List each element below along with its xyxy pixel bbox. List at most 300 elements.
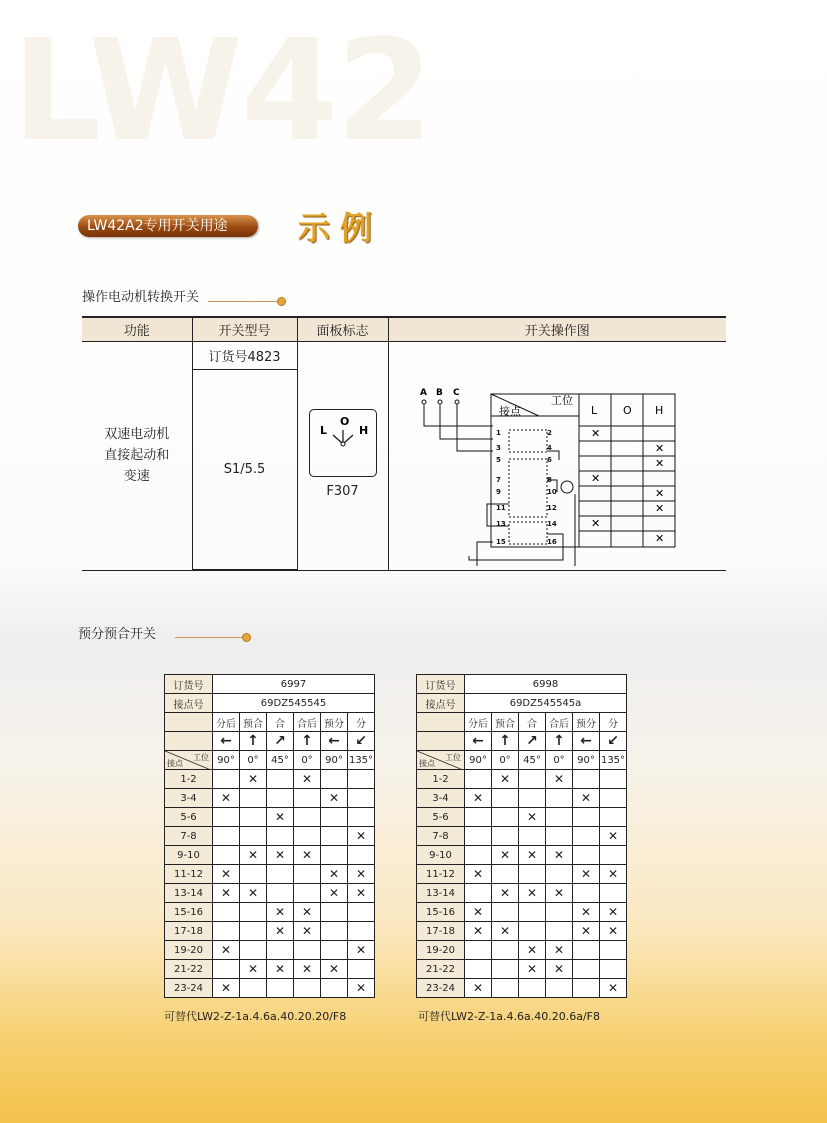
contact-8: 8 — [546, 475, 552, 484]
contact-pair: 9-10 — [417, 846, 465, 865]
mark-cell: ✕ — [465, 922, 492, 941]
mark-cell — [492, 903, 519, 922]
mark-cell — [573, 884, 600, 903]
contact-no-label: 接点号 — [165, 694, 213, 713]
mark-cell: ✕ — [267, 846, 294, 865]
mark-cell — [240, 808, 267, 827]
direction-arrow-icon: ↑ — [294, 732, 321, 751]
direction-arrow-icon: ← — [465, 732, 492, 751]
contact-pair: 19-20 — [165, 941, 213, 960]
direction-arrow-icon: ↑ — [546, 732, 573, 751]
mark-cell — [348, 960, 375, 979]
mark-cell — [213, 770, 240, 789]
mark-cell: ✕ — [519, 941, 546, 960]
mark-cell — [546, 808, 573, 827]
mark-cell — [573, 960, 600, 979]
mark-cell: ✕ — [240, 770, 267, 789]
mark-cell: ✕ — [213, 789, 240, 808]
mark-cell — [573, 979, 600, 998]
section1-rule — [208, 301, 280, 302]
mark-cell: ✕ — [492, 884, 519, 903]
mark-cell — [267, 941, 294, 960]
position-label-corner: 工位 — [193, 753, 209, 762]
contact-pair: 7-8 — [417, 827, 465, 846]
contact-no-value: 69DZ545545 — [213, 694, 375, 713]
watermark: LW42 — [12, 10, 432, 173]
mark-cell — [465, 960, 492, 979]
mark-cell: ✕ — [492, 846, 519, 865]
mark-cell — [492, 960, 519, 979]
direction-arrow-icon: ↙ — [600, 732, 627, 751]
mark-cell — [600, 941, 627, 960]
contact-pair: 23-24 — [165, 979, 213, 998]
contact-pair: 7-8 — [165, 827, 213, 846]
mark-cell — [600, 846, 627, 865]
mark-cell — [267, 827, 294, 846]
mark-cell: ✕ — [492, 922, 519, 941]
mark-cell: ✕ — [267, 922, 294, 941]
diagram-mark: ✕ — [654, 501, 664, 515]
mark-cell — [546, 922, 573, 941]
contact-row — [165, 846, 375, 865]
mark-cell — [348, 846, 375, 865]
contact-16: 16 — [546, 537, 557, 546]
mark-cell — [348, 922, 375, 941]
mark-cell — [600, 960, 627, 979]
mark-cell — [294, 865, 321, 884]
mark-cell — [294, 884, 321, 903]
contact-pair: 17-18 — [165, 922, 213, 941]
angle-value: 90° — [465, 751, 492, 770]
preset-table-6997 — [164, 674, 375, 998]
mark-cell: ✕ — [573, 789, 600, 808]
mark-cell: ✕ — [600, 903, 627, 922]
contact-row — [165, 827, 375, 846]
position-contact-header — [417, 751, 465, 770]
contact-no-value: 69DZ545545a — [465, 694, 627, 713]
mark-cell: ✕ — [348, 979, 375, 998]
mark-cell: ✕ — [546, 884, 573, 903]
mark-cell — [240, 827, 267, 846]
blank-cell — [417, 713, 465, 732]
contact-9: 9 — [495, 487, 501, 496]
mark-cell — [465, 770, 492, 789]
contact-15: 15 — [495, 537, 506, 546]
contact-4: 4 — [546, 443, 552, 452]
contact-11: 11 — [495, 503, 506, 512]
position-label: 合后 — [546, 713, 573, 732]
order-value: 6998 — [465, 675, 627, 694]
contact-row — [417, 808, 627, 827]
mark-cell: ✕ — [294, 960, 321, 979]
order-label: 订货号 — [417, 675, 465, 694]
mark-cell — [492, 808, 519, 827]
mark-cell — [465, 884, 492, 903]
mark-cell — [492, 941, 519, 960]
mark-cell — [240, 865, 267, 884]
position-label: 预合 — [492, 713, 519, 732]
diagram-mark: ✕ — [590, 471, 600, 485]
mark-cell: ✕ — [600, 865, 627, 884]
contact-pair: 11-12 — [165, 865, 213, 884]
mark-cell: ✕ — [267, 808, 294, 827]
mark-cell: ✕ — [213, 865, 240, 884]
contact-row — [165, 865, 375, 884]
diagram-mark: ✕ — [590, 516, 600, 530]
contact-13: 13 — [495, 519, 506, 528]
mark-cell — [213, 846, 240, 865]
mark-cell — [519, 827, 546, 846]
blank-cell — [165, 713, 213, 732]
panel-label-L: L — [319, 424, 327, 437]
position-label: 预分 — [321, 713, 348, 732]
mark-cell: ✕ — [213, 884, 240, 903]
mark-cell: ✕ — [348, 884, 375, 903]
mark-cell: ✕ — [546, 770, 573, 789]
mark-cell — [465, 941, 492, 960]
panel-cell — [297, 341, 388, 570]
contact-row — [165, 770, 375, 789]
angle-value: 90° — [321, 751, 348, 770]
mark-cell — [573, 846, 600, 865]
mark-cell: ✕ — [600, 979, 627, 998]
mark-cell: ✕ — [240, 884, 267, 903]
mark-cell: ✕ — [267, 903, 294, 922]
mark-cell — [573, 770, 600, 789]
mark-cell — [519, 979, 546, 998]
mark-cell — [213, 827, 240, 846]
contact-pair: 19-20 — [417, 941, 465, 960]
diagram-mark: ✕ — [654, 456, 664, 470]
position-label-corner: 工位 — [445, 753, 461, 762]
contact-pair: 21-22 — [165, 960, 213, 979]
contact-pair: 1-2 — [165, 770, 213, 789]
contact-2: 2 — [546, 428, 552, 437]
mark-cell — [519, 789, 546, 808]
mark-cell: ✕ — [294, 770, 321, 789]
mark-cell: ✕ — [240, 846, 267, 865]
diagram-position-label: 工位 — [550, 393, 573, 407]
mark-cell — [213, 808, 240, 827]
mark-cell — [267, 770, 294, 789]
angle-value: 45° — [519, 751, 546, 770]
contact-row — [165, 903, 375, 922]
contact-row — [417, 979, 627, 998]
contact-row — [165, 884, 375, 903]
section1-dot — [277, 297, 286, 306]
category-pill: LW42A2专用开关用途 — [78, 215, 258, 237]
mark-cell — [240, 789, 267, 808]
panel-label-O: O — [339, 415, 349, 428]
mark-cell: ✕ — [465, 789, 492, 808]
mark-cell — [465, 808, 492, 827]
col-function: 功能 — [82, 317, 192, 341]
mark-cell: ✕ — [600, 922, 627, 941]
diagram-mark: ✕ — [654, 441, 664, 455]
diagram-col-O: O — [622, 403, 632, 417]
angle-value: 90° — [573, 751, 600, 770]
mark-cell: ✕ — [573, 922, 600, 941]
contact-10: 10 — [546, 487, 557, 496]
contact-pair: 5-6 — [417, 808, 465, 827]
order-label: 订货号 — [165, 675, 213, 694]
mark-cell: ✕ — [321, 884, 348, 903]
mark-cell — [465, 846, 492, 865]
mark-cell: ✕ — [519, 960, 546, 979]
mark-cell: ✕ — [492, 770, 519, 789]
contact-row — [165, 789, 375, 808]
mark-cell — [267, 979, 294, 998]
contact-pair: 15-16 — [417, 903, 465, 922]
mark-cell: ✕ — [267, 960, 294, 979]
contact-pair: 1-2 — [417, 770, 465, 789]
contact-row — [165, 808, 375, 827]
mark-cell — [321, 941, 348, 960]
angle-value: 0° — [546, 751, 573, 770]
contact-7: 7 — [495, 475, 501, 484]
panel-code: F307 — [326, 484, 359, 499]
direction-arrow-icon: ↗ — [519, 732, 546, 751]
section2-title: 预分预合开关 — [78, 627, 157, 642]
phase-C: C — [452, 387, 460, 398]
contact-pair: 17-18 — [417, 922, 465, 941]
mark-cell: ✕ — [465, 979, 492, 998]
diagram-contact-label: 接点 — [498, 404, 521, 418]
mark-cell — [213, 903, 240, 922]
contact-pair: 11-12 — [417, 865, 465, 884]
mark-cell: ✕ — [321, 789, 348, 808]
mark-cell — [321, 808, 348, 827]
mark-cell — [600, 770, 627, 789]
diagram-mark: ✕ — [590, 426, 600, 440]
diagram-cell — [388, 341, 726, 570]
contact-row — [417, 922, 627, 941]
mark-cell — [213, 922, 240, 941]
section2-dot — [242, 633, 251, 642]
contact-row — [165, 979, 375, 998]
angle-value: 45° — [267, 751, 294, 770]
contact-pair: 13-14 — [417, 884, 465, 903]
mark-cell — [294, 789, 321, 808]
mark-cell — [600, 884, 627, 903]
mark-cell — [213, 960, 240, 979]
mark-cell — [321, 827, 348, 846]
blank-cell — [417, 732, 465, 751]
angle-value: 0° — [294, 751, 321, 770]
mark-cell: ✕ — [519, 846, 546, 865]
panel-dial-icon — [310, 410, 376, 476]
mark-cell — [267, 789, 294, 808]
mark-cell — [600, 789, 627, 808]
mark-cell — [321, 903, 348, 922]
direction-arrow-icon: ← — [321, 732, 348, 751]
contact-row — [417, 827, 627, 846]
mark-cell: ✕ — [213, 941, 240, 960]
mark-cell: ✕ — [240, 960, 267, 979]
mark-cell — [573, 808, 600, 827]
mark-cell — [519, 770, 546, 789]
contact-row — [417, 770, 627, 789]
position-label: 合后 — [294, 713, 321, 732]
mark-cell — [546, 865, 573, 884]
contact-6: 6 — [546, 455, 552, 464]
mark-cell — [267, 884, 294, 903]
contact-pair: 23-24 — [417, 979, 465, 998]
contact-pair: 13-14 — [165, 884, 213, 903]
direction-arrow-icon: ← — [213, 732, 240, 751]
table-6998-note: 可替代LW2-Z-1a.4.6a.40.20.6a/F8 — [418, 1010, 600, 1023]
mark-cell: ✕ — [465, 903, 492, 922]
contact-3: 3 — [495, 443, 501, 452]
mark-cell — [321, 846, 348, 865]
col-diagram: 开关操作图 — [388, 317, 726, 341]
mark-cell — [321, 922, 348, 941]
mark-cell: ✕ — [213, 979, 240, 998]
mark-cell: ✕ — [348, 865, 375, 884]
angle-value: 0° — [492, 751, 519, 770]
contact-row — [417, 865, 627, 884]
mark-cell — [348, 789, 375, 808]
position-label: 合 — [267, 713, 294, 732]
mark-cell — [546, 789, 573, 808]
contact-no-label: 接点号 — [417, 694, 465, 713]
function-cell — [82, 341, 192, 570]
page-title: 示例 — [298, 209, 383, 247]
mark-cell — [573, 941, 600, 960]
contact-row — [417, 941, 627, 960]
mark-cell — [492, 789, 519, 808]
mark-cell: ✕ — [519, 884, 546, 903]
position-label: 预合 — [240, 713, 267, 732]
col-panel: 面板标志 — [297, 317, 388, 341]
diagram-mark: ✕ — [654, 531, 664, 545]
position-contact-header — [165, 751, 213, 770]
section2-rule — [175, 637, 245, 638]
mark-cell — [321, 770, 348, 789]
mark-cell — [546, 903, 573, 922]
panel-symbol — [309, 409, 377, 477]
phase-A: A — [419, 387, 427, 398]
model-number: S1/5.5 — [192, 370, 297, 570]
contact-pair: 21-22 — [417, 960, 465, 979]
direction-arrow-icon: ← — [573, 732, 600, 751]
function-line-3: 变速 — [123, 469, 150, 484]
mark-cell — [294, 827, 321, 846]
contact-12: 12 — [546, 503, 557, 512]
mark-cell: ✕ — [321, 960, 348, 979]
contact-pair: 15-16 — [165, 903, 213, 922]
panel-label-H: H — [358, 424, 368, 437]
contact-14: 14 — [546, 519, 557, 528]
angle-value: 90° — [213, 751, 240, 770]
direction-arrow-icon: ↙ — [348, 732, 375, 751]
contact-pair: 3-4 — [165, 789, 213, 808]
contact-pair: 9-10 — [165, 846, 213, 865]
position-label: 分 — [600, 713, 627, 732]
mark-cell — [321, 979, 348, 998]
order-value: 6997 — [213, 675, 375, 694]
contact-row — [417, 846, 627, 865]
mark-cell: ✕ — [348, 827, 375, 846]
position-label: 预分 — [573, 713, 600, 732]
section1-title: 操作电动机转换开关 — [82, 290, 200, 305]
mark-cell — [240, 941, 267, 960]
mark-cell — [492, 865, 519, 884]
mark-cell — [240, 922, 267, 941]
direction-arrow-icon: ↗ — [267, 732, 294, 751]
mark-cell: ✕ — [294, 903, 321, 922]
angle-value: 135° — [348, 751, 375, 770]
mark-cell — [465, 827, 492, 846]
mark-cell: ✕ — [546, 960, 573, 979]
order-number: 订货号4823 — [192, 341, 297, 370]
contact-pair: 5-6 — [165, 808, 213, 827]
contact-row — [165, 941, 375, 960]
position-label: 分 — [348, 713, 375, 732]
mark-cell: ✕ — [546, 846, 573, 865]
mark-cell — [492, 979, 519, 998]
contact-row — [417, 789, 627, 808]
angle-value: 0° — [240, 751, 267, 770]
mark-cell: ✕ — [519, 808, 546, 827]
mark-cell — [240, 979, 267, 998]
preset-table-6998 — [416, 674, 627, 998]
mark-cell — [519, 865, 546, 884]
diagram-col-L: L — [590, 403, 597, 417]
function-line-1: 双速电动机 — [104, 427, 170, 442]
mark-cell — [492, 827, 519, 846]
contact-1: 1 — [495, 428, 501, 437]
contact-label-corner: 接点 — [419, 759, 435, 768]
contact-row — [417, 960, 627, 979]
motor-switch-table — [82, 316, 726, 571]
table-6997-note: 可替代LW2-Z-1a.4.6a.40.20.20/F8 — [164, 1010, 347, 1023]
mark-cell: ✕ — [294, 922, 321, 941]
angle-value: 135° — [600, 751, 627, 770]
wiring-diagram — [389, 342, 726, 566]
mark-cell — [348, 808, 375, 827]
mark-cell — [294, 979, 321, 998]
blank-cell — [165, 732, 213, 751]
diagram-mark: ✕ — [654, 486, 664, 500]
contact-5: 5 — [495, 455, 501, 464]
mark-cell — [348, 770, 375, 789]
mark-cell — [600, 808, 627, 827]
mark-cell — [267, 865, 294, 884]
mark-cell: ✕ — [465, 865, 492, 884]
position-label: 分后 — [465, 713, 492, 732]
phase-B: B — [435, 387, 443, 398]
position-label: 合 — [519, 713, 546, 732]
col-model: 开关型号 — [192, 317, 297, 341]
function-line-2: 直接起动和 — [104, 448, 170, 463]
mark-cell — [294, 808, 321, 827]
mark-cell: ✕ — [573, 865, 600, 884]
contact-row — [417, 903, 627, 922]
contact-row — [165, 960, 375, 979]
mark-cell — [240, 903, 267, 922]
mark-cell: ✕ — [321, 865, 348, 884]
mark-cell — [546, 979, 573, 998]
position-label: 分后 — [213, 713, 240, 732]
contact-label-corner: 接点 — [167, 759, 183, 768]
contact-row — [417, 884, 627, 903]
mark-cell: ✕ — [546, 941, 573, 960]
mark-cell — [519, 903, 546, 922]
mark-cell — [519, 922, 546, 941]
direction-arrow-icon: ↑ — [240, 732, 267, 751]
mark-cell — [348, 903, 375, 922]
